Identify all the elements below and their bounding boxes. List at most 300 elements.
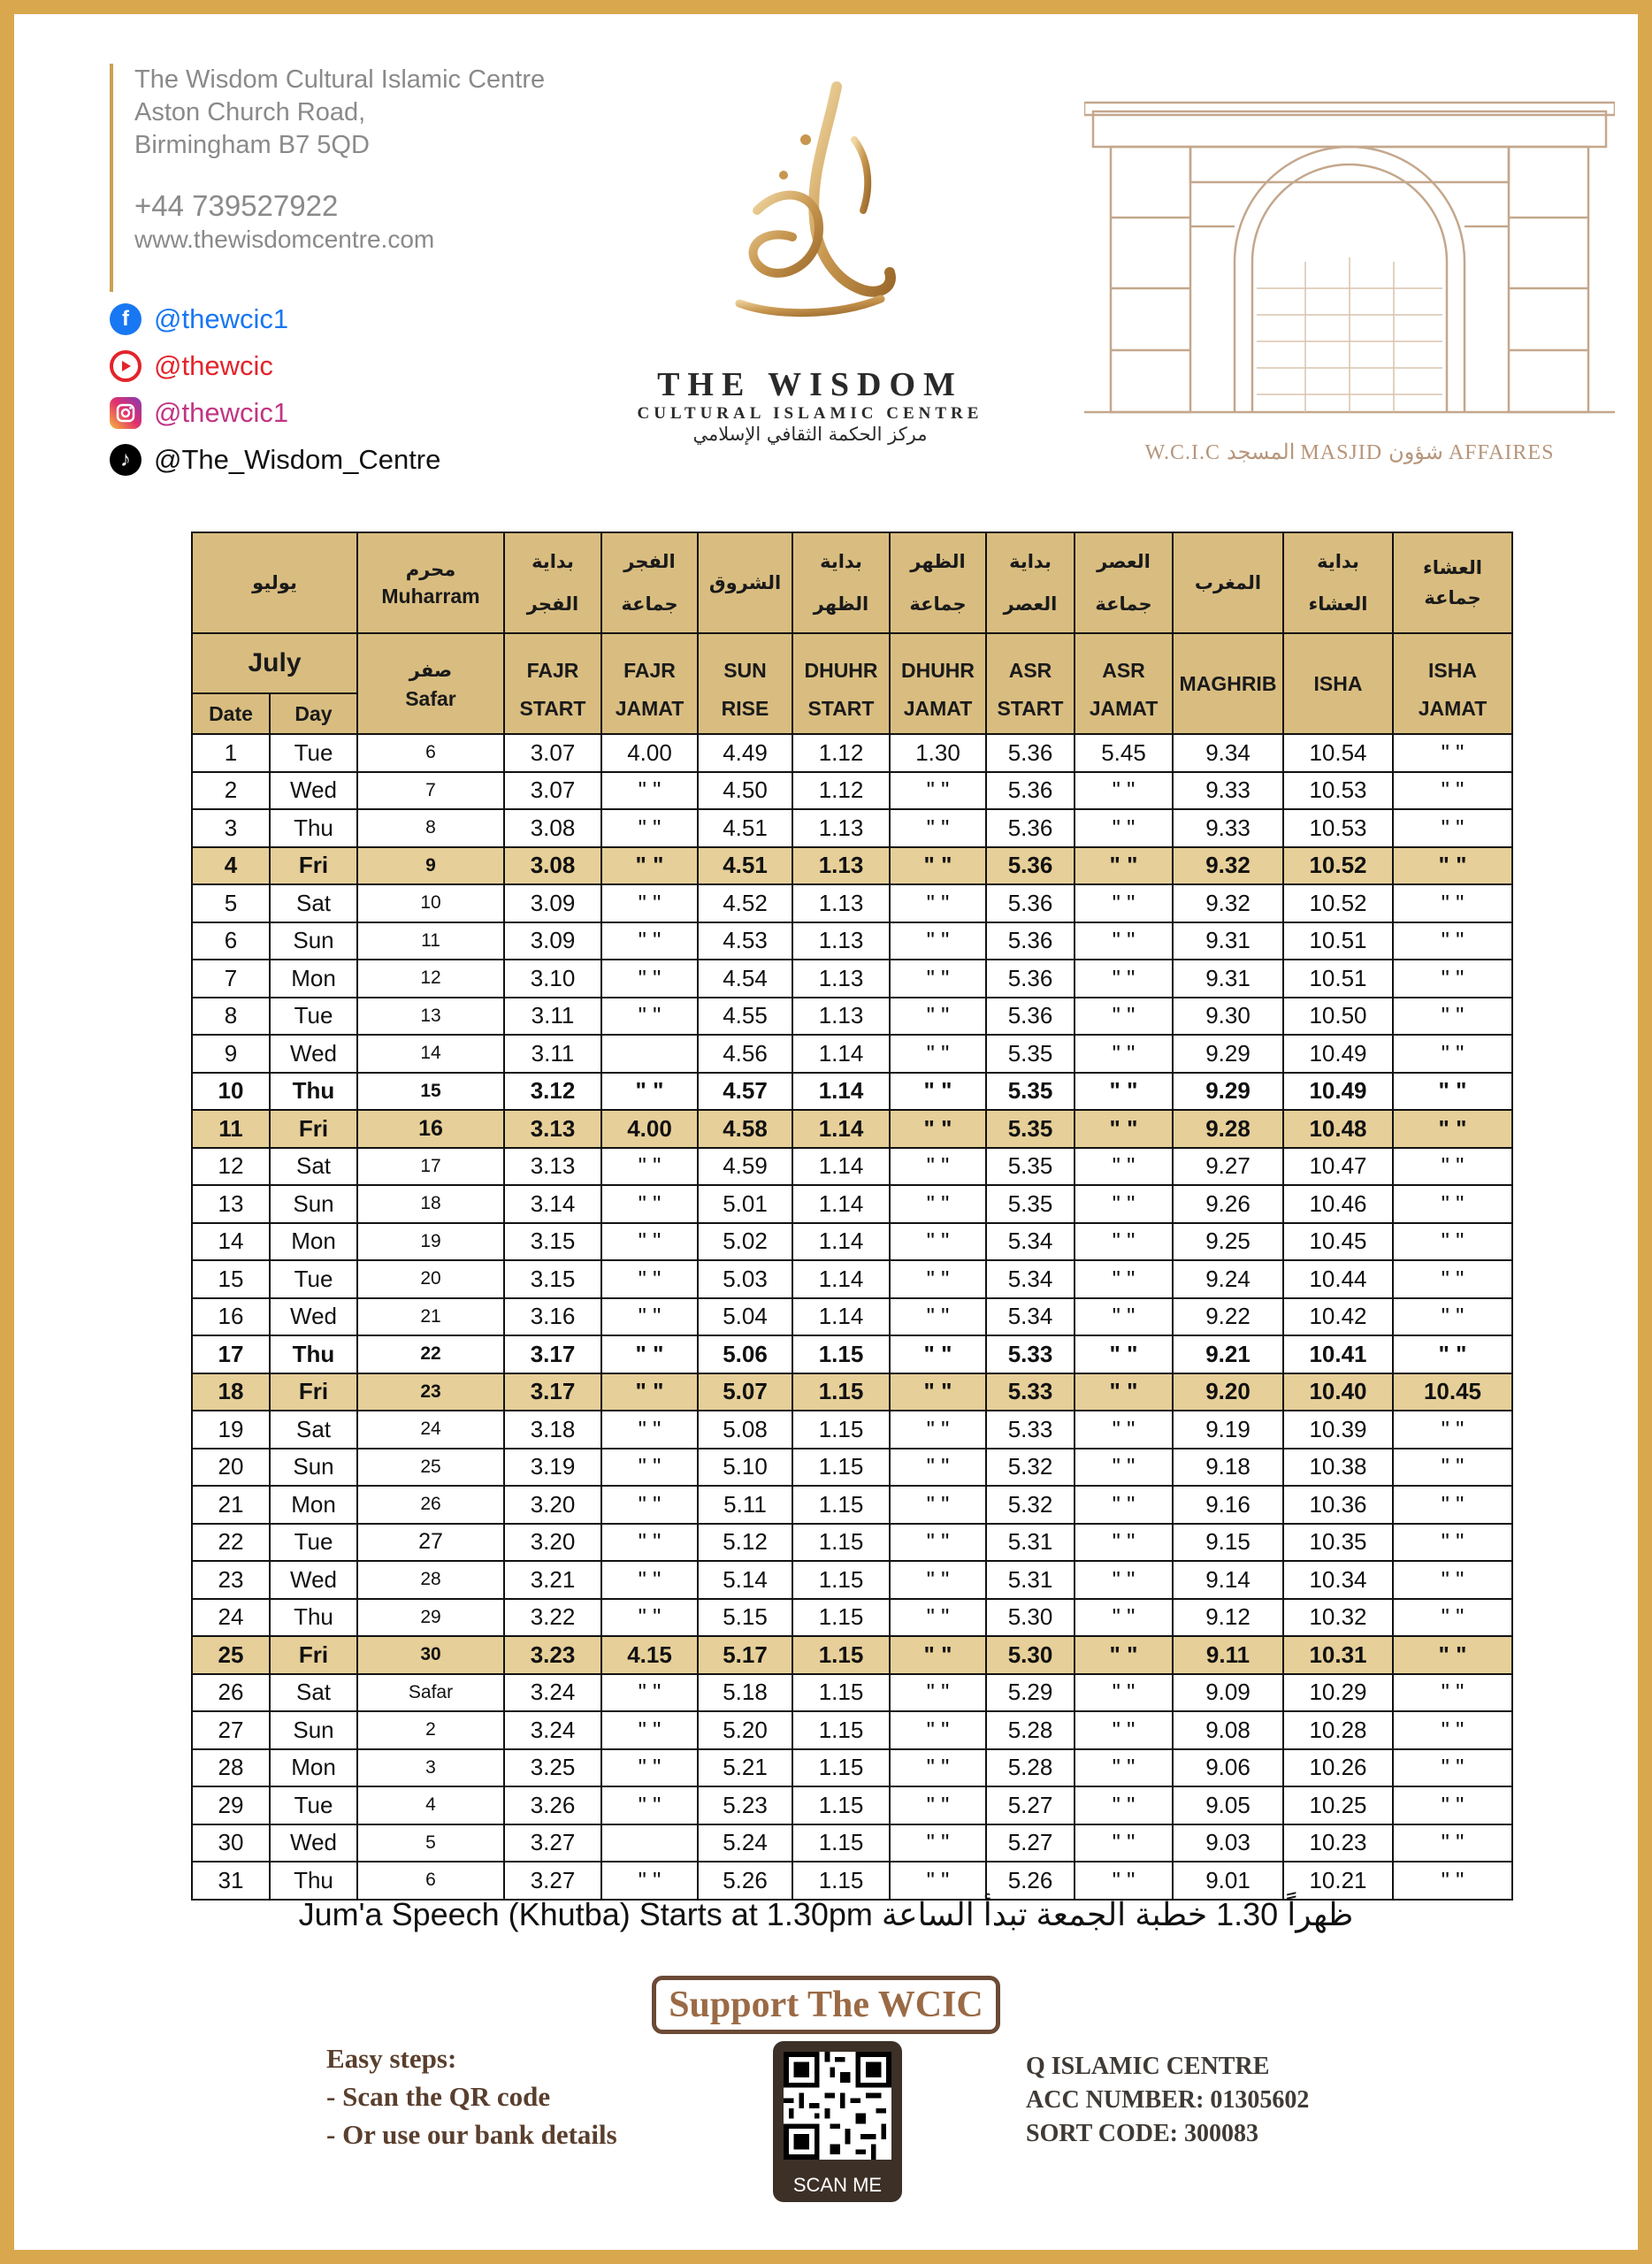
table-cell: " " xyxy=(1393,1335,1512,1373)
table-cell: Thu xyxy=(270,1073,357,1111)
table-cell: " " xyxy=(601,1298,698,1336)
col-fajr-jamat: FAJR JAMAT xyxy=(601,633,698,734)
table-cell: 1.15 xyxy=(792,1711,890,1749)
table-cell: 1.14 xyxy=(792,1298,890,1336)
table-cell: Thu xyxy=(270,1335,357,1373)
table-cell: 5.34 xyxy=(986,1223,1075,1261)
table-cell: " " xyxy=(601,1373,698,1411)
table-row xyxy=(192,734,1512,772)
table-cell: " " xyxy=(890,1486,986,1524)
table-cell: 1.15 xyxy=(792,1524,890,1562)
table-cell: 9.24 xyxy=(1173,1260,1283,1298)
table-cell: 5.03 xyxy=(698,1260,792,1298)
table-cell: 4.51 xyxy=(698,809,792,847)
table-cell: 9.12 xyxy=(1173,1599,1283,1637)
table-cell: " " xyxy=(601,1674,698,1712)
table-cell: " " xyxy=(890,1749,986,1787)
table-cell: " " xyxy=(1075,1862,1173,1900)
table-cell: 1.15 xyxy=(792,1449,890,1487)
col-fajr-start: FAJR START xyxy=(504,633,601,734)
bank-details xyxy=(1026,2050,1309,2151)
table-cell: " " xyxy=(1393,734,1512,772)
table-cell: 3.22 xyxy=(504,1599,601,1637)
table-cell: Fri xyxy=(270,1110,357,1148)
table-cell: 5.35 xyxy=(986,1148,1075,1186)
table-cell: Tue xyxy=(270,1786,357,1824)
table-cell: 10.53 xyxy=(1283,809,1393,847)
table-cell: " " xyxy=(890,1561,986,1599)
table-cell: " " xyxy=(601,1524,698,1562)
table-cell: " " xyxy=(890,960,986,998)
table-cell: 1.14 xyxy=(792,1148,890,1186)
address-city: Birmingham B7 5QD xyxy=(134,131,370,159)
table-cell: 10.49 xyxy=(1283,1035,1393,1073)
account-number: ACC NUMBER: 01305602 xyxy=(1026,2086,1310,2114)
table-cell: 9.25 xyxy=(1173,1223,1283,1261)
col-ar-maghrib: المغرب xyxy=(1173,532,1283,633)
table-cell: 3.07 xyxy=(504,734,601,772)
table-cell: " " xyxy=(1075,1599,1173,1637)
table-cell: " " xyxy=(601,1223,698,1261)
table-cell: 5.31 xyxy=(986,1561,1075,1599)
table-cell: 26 xyxy=(357,1486,504,1524)
table-cell: " " xyxy=(1393,1486,1512,1524)
col-isha-jamat: ISHA JAMAT xyxy=(1393,633,1512,734)
table-cell: Sun xyxy=(270,922,357,960)
table-cell: 9.33 xyxy=(1173,809,1283,847)
instagram-handle: @thewcic1 xyxy=(154,396,289,428)
address-line: Aston Church Road, xyxy=(134,98,366,126)
table-cell: " " xyxy=(1393,1223,1512,1261)
table-cell: 5.35 xyxy=(986,1185,1075,1223)
table-cell: 1.14 xyxy=(792,1035,890,1073)
table-cell: 1.14 xyxy=(792,1073,890,1111)
org-name: The Wisdom Cultural Islamic Centre xyxy=(134,65,546,94)
table-cell: 15 xyxy=(357,1073,504,1111)
table-cell: 9.28 xyxy=(1173,1110,1283,1148)
table-cell: 8 xyxy=(192,998,270,1036)
table-cell: 10.26 xyxy=(1283,1749,1393,1787)
table-row xyxy=(192,1411,1512,1449)
table-cell: " " xyxy=(601,1749,698,1787)
table-cell: 5.33 xyxy=(986,1411,1075,1449)
table-cell: 3.08 xyxy=(504,809,601,847)
table-cell: " " xyxy=(1393,809,1512,847)
social-facebook[interactable] xyxy=(110,295,440,342)
table-cell: " " xyxy=(890,1599,986,1637)
table-cell: " " xyxy=(601,960,698,998)
table-cell: 5.11 xyxy=(698,1486,792,1524)
table-cell: " " xyxy=(1075,1411,1173,1449)
table-cell: 1.15 xyxy=(792,1373,890,1411)
table-cell: 10.34 xyxy=(1283,1561,1393,1599)
table-cell: Fri xyxy=(270,1373,357,1411)
table-cell: " " xyxy=(1393,1110,1512,1148)
table-row xyxy=(192,1824,1512,1862)
table-cell: 9.21 xyxy=(1173,1335,1283,1373)
table-cell: 1.12 xyxy=(792,772,890,810)
table-cell: 9.32 xyxy=(1173,884,1283,922)
table-cell: 5.01 xyxy=(698,1185,792,1223)
table-cell: Sun xyxy=(270,1185,357,1223)
table-cell: " " xyxy=(601,1411,698,1449)
table-row xyxy=(192,1486,1512,1524)
table-cell: 10.21 xyxy=(1283,1862,1393,1900)
table-cell: Tue xyxy=(270,998,357,1036)
table-cell: 1.13 xyxy=(792,847,890,885)
table-cell: " " xyxy=(601,998,698,1036)
table-cell: 3.09 xyxy=(504,922,601,960)
table-cell: 2 xyxy=(357,1711,504,1749)
table-cell: 5.08 xyxy=(698,1411,792,1449)
table-cell: 5.35 xyxy=(986,1035,1075,1073)
table-cell: Wed xyxy=(270,1824,357,1862)
table-cell: " " xyxy=(1075,809,1173,847)
table-cell: 5.17 xyxy=(698,1636,792,1674)
table-cell: 9.11 xyxy=(1173,1636,1283,1674)
table-cell: " " xyxy=(890,1073,986,1111)
table-cell: " " xyxy=(1393,1711,1512,1749)
table-cell: 17 xyxy=(192,1335,270,1373)
social-tiktok[interactable] xyxy=(110,436,440,483)
table-cell: 5.36 xyxy=(986,960,1075,998)
table-cell: 5 xyxy=(192,884,270,922)
table-cell: 6 xyxy=(192,922,270,960)
table-row xyxy=(192,1110,1512,1148)
greg-month-ar: يوليو xyxy=(192,532,357,633)
table-cell: 10.28 xyxy=(1283,1711,1393,1749)
col-ar-asr-jamat: العصر جماعة xyxy=(1075,532,1173,633)
table-cell: 23 xyxy=(357,1373,504,1411)
table-cell: 10.51 xyxy=(1283,922,1393,960)
table-cell: 1.13 xyxy=(792,809,890,847)
table-cell: 10.48 xyxy=(1283,1110,1393,1148)
table-cell: " " xyxy=(1393,1524,1512,1562)
table-cell: Tue xyxy=(270,1260,357,1298)
table-cell: 5.30 xyxy=(986,1599,1075,1637)
table-cell: 1.14 xyxy=(792,1185,890,1223)
table-row xyxy=(192,1711,1512,1749)
table-cell: 14 xyxy=(357,1035,504,1073)
table-row xyxy=(192,922,1512,960)
table-cell: 15 xyxy=(192,1260,270,1298)
table-cell: 10.50 xyxy=(1283,998,1393,1036)
table-cell: 1.15 xyxy=(792,1636,890,1674)
table-cell: 10.47 xyxy=(1283,1148,1393,1186)
table-row xyxy=(192,809,1512,847)
qr-code[interactable] xyxy=(773,2041,902,2202)
table-cell: 5.27 xyxy=(986,1786,1075,1824)
table-cell: Mon xyxy=(270,1486,357,1524)
table-cell: Wed xyxy=(270,1035,357,1073)
bank-name: Q ISLAMIC CENTRE xyxy=(1026,2053,1270,2080)
table-cell: " " xyxy=(601,847,698,885)
table-cell: 1.15 xyxy=(792,1561,890,1599)
table-cell: 1.14 xyxy=(792,1223,890,1261)
table-cell: 31 xyxy=(192,1862,270,1900)
table-cell: 22 xyxy=(192,1524,270,1562)
masjid-illustration xyxy=(1084,94,1615,465)
table-row xyxy=(192,884,1512,922)
table-cell: 20 xyxy=(357,1260,504,1298)
logo-arabic: مركز الحكمة الثقافي الإسلامي xyxy=(692,424,928,445)
table-cell: 4.55 xyxy=(698,998,792,1036)
table-cell: 5.14 xyxy=(698,1561,792,1599)
table-cell: 3.17 xyxy=(504,1335,601,1373)
table-cell: " " xyxy=(1393,884,1512,922)
table-cell: 29 xyxy=(192,1786,270,1824)
table-cell: 5.32 xyxy=(986,1486,1075,1524)
table-cell: " " xyxy=(1075,847,1173,885)
table-row xyxy=(192,1035,1512,1073)
table-cell: 3.23 xyxy=(504,1636,601,1674)
hijri-month-header: محرم Muharram xyxy=(357,532,504,633)
table-row xyxy=(192,1148,1512,1186)
table-cell: " " xyxy=(1075,1035,1173,1073)
table-cell: 10.41 xyxy=(1283,1335,1393,1373)
table-cell: 1.30 xyxy=(890,734,986,772)
table-cell: " " xyxy=(601,1260,698,1298)
table-cell: " " xyxy=(1075,1824,1173,1862)
table-cell: 9.27 xyxy=(1173,1148,1283,1186)
table-cell: Sun xyxy=(270,1711,357,1749)
table-cell: " " xyxy=(601,772,698,810)
table-cell: 10.46 xyxy=(1283,1185,1393,1223)
table-cell: 4.00 xyxy=(601,1110,698,1148)
table-cell: " " xyxy=(601,1561,698,1599)
table-cell: Wed xyxy=(270,772,357,810)
table-cell: " " xyxy=(1393,1786,1512,1824)
col-sunrise: SUN RISE xyxy=(698,633,792,734)
table-cell: Tue xyxy=(270,1524,357,1562)
table-cell: 1.15 xyxy=(792,1786,890,1824)
table-cell: 1.15 xyxy=(792,1486,890,1524)
table-cell: 4.50 xyxy=(698,772,792,810)
table-cell: " " xyxy=(1075,1786,1173,1824)
table-cell: 4.15 xyxy=(601,1636,698,1674)
table-cell: " " xyxy=(1075,1373,1173,1411)
table-cell: 1.14 xyxy=(792,1260,890,1298)
table-cell: Mon xyxy=(270,1749,357,1787)
table-cell: " " xyxy=(890,1786,986,1824)
table-cell: 18 xyxy=(357,1185,504,1223)
table-cell: 5 xyxy=(357,1824,504,1862)
table-row xyxy=(192,1298,1512,1336)
table-cell: 9.03 xyxy=(1173,1824,1283,1862)
table-row xyxy=(192,1636,1512,1674)
table-cell: 1 xyxy=(192,734,270,772)
table-cell: " " xyxy=(601,922,698,960)
table-cell xyxy=(601,1035,698,1073)
table-cell: 16 xyxy=(192,1298,270,1336)
table-cell: 19 xyxy=(192,1411,270,1449)
table-row xyxy=(192,1674,1512,1712)
table-cell: 3.25 xyxy=(504,1749,601,1787)
table-cell: 10.38 xyxy=(1283,1449,1393,1487)
table-cell: " " xyxy=(890,1260,986,1298)
table-cell: 10.53 xyxy=(1283,772,1393,810)
instagram-icon xyxy=(110,397,141,429)
table-cell: 10.45 xyxy=(1393,1373,1512,1411)
table-cell: 1.15 xyxy=(792,1411,890,1449)
table-cell: " " xyxy=(1075,1524,1173,1562)
table-cell: 21 xyxy=(192,1486,270,1524)
table-cell: " " xyxy=(1393,1148,1512,1186)
table-cell: 12 xyxy=(192,1148,270,1186)
table-cell: " " xyxy=(1393,1411,1512,1449)
table-cell: 3.07 xyxy=(504,772,601,810)
col-date: Date xyxy=(192,693,270,734)
table-cell: 1.15 xyxy=(792,1749,890,1787)
table-cell: 10.25 xyxy=(1283,1786,1393,1824)
table-cell: Fri xyxy=(270,1636,357,1674)
table-cell: 3.12 xyxy=(504,1073,601,1111)
table-cell: 6 xyxy=(357,734,504,772)
table-cell: " " xyxy=(1075,1185,1173,1223)
table-cell: 11 xyxy=(192,1110,270,1148)
table-cell: 3.08 xyxy=(504,847,601,885)
table-cell: 10.31 xyxy=(1283,1636,1393,1674)
table-cell: 9.05 xyxy=(1173,1786,1283,1824)
table-cell: 10.44 xyxy=(1283,1260,1393,1298)
table-cell: " " xyxy=(1393,1298,1512,1336)
youtube-handle: @thewcic xyxy=(154,349,273,381)
table-cell: 10.32 xyxy=(1283,1599,1393,1637)
table-cell: 1.14 xyxy=(792,1110,890,1148)
table-cell: 10.54 xyxy=(1283,734,1393,772)
table-cell: 5.36 xyxy=(986,809,1075,847)
table-cell: 2 xyxy=(192,772,270,810)
table-cell: " " xyxy=(1393,1749,1512,1787)
table-cell: 25 xyxy=(357,1449,504,1487)
table-cell: 3.11 xyxy=(504,1035,601,1073)
social-instagram[interactable] xyxy=(110,389,440,436)
table-cell: 1.13 xyxy=(792,960,890,998)
social-links xyxy=(110,295,440,483)
table-cell: " " xyxy=(890,1223,986,1261)
table-cell: Mon xyxy=(270,1223,357,1261)
table-row xyxy=(192,1749,1512,1787)
table-cell: 5.21 xyxy=(698,1749,792,1787)
table-cell: " " xyxy=(1075,922,1173,960)
table-cell: " " xyxy=(1393,1862,1512,1900)
steps-title: Easy steps: xyxy=(326,2043,457,2074)
col-ar-asr-start: بداية العصر xyxy=(986,532,1075,633)
table-cell: " " xyxy=(1075,1711,1173,1749)
table-cell: Thu xyxy=(270,809,357,847)
table-cell: 9.26 xyxy=(1173,1185,1283,1223)
table-cell: 27 xyxy=(357,1524,504,1562)
tiktok-icon: ♪ xyxy=(110,444,141,476)
table-row xyxy=(192,1185,1512,1223)
masjid-arch-drawing xyxy=(1084,94,1615,430)
table-cell: 5.33 xyxy=(986,1335,1075,1373)
table-cell: " " xyxy=(601,1711,698,1749)
table-cell: " " xyxy=(1075,1110,1173,1148)
table-cell: 9.16 xyxy=(1173,1486,1283,1524)
table-cell: " " xyxy=(1393,922,1512,960)
table-cell: 5.20 xyxy=(698,1711,792,1749)
table-cell: 1.13 xyxy=(792,998,890,1036)
table-cell: 10.52 xyxy=(1283,847,1393,885)
support-steps xyxy=(326,2039,617,2153)
table-row xyxy=(192,1373,1512,1411)
table-cell: " " xyxy=(1393,847,1512,885)
website-link[interactable]: www.thewisdomcentre.com xyxy=(134,226,435,253)
table-cell: " " xyxy=(1393,1674,1512,1712)
table-cell: 9.22 xyxy=(1173,1298,1283,1336)
table-cell: 9.01 xyxy=(1173,1862,1283,1900)
table-cell: 3.19 xyxy=(504,1449,601,1487)
table-cell: 24 xyxy=(357,1411,504,1449)
table-cell: 3.24 xyxy=(504,1711,601,1749)
table-cell: 5.07 xyxy=(698,1373,792,1411)
table-cell: 22 xyxy=(357,1335,504,1373)
table-cell: 12 xyxy=(357,960,504,998)
table-cell: 17 xyxy=(357,1148,504,1186)
table-cell: 20 xyxy=(192,1449,270,1487)
table-cell: 10.23 xyxy=(1283,1824,1393,1862)
table-cell: 7 xyxy=(357,772,504,810)
contact-block xyxy=(110,64,630,292)
col-day: Day xyxy=(270,693,357,734)
table-row xyxy=(192,1524,1512,1562)
table-cell: " " xyxy=(1393,1599,1512,1637)
table-cell: 3.21 xyxy=(504,1561,601,1599)
table-cell: 5.10 xyxy=(698,1449,792,1487)
table-cell: 29 xyxy=(357,1599,504,1637)
table-row xyxy=(192,1786,1512,1824)
table-cell: 21 xyxy=(357,1298,504,1336)
table-cell: " " xyxy=(890,1335,986,1373)
table-cell: " " xyxy=(1393,998,1512,1036)
table-cell: " " xyxy=(1393,1260,1512,1298)
col-ar-fajr-start: بداية الفجر xyxy=(504,532,601,633)
table-cell: 3.13 xyxy=(504,1110,601,1148)
tiktok-handle: @The_Wisdom_Centre xyxy=(154,443,441,475)
table-cell: Sat xyxy=(270,1411,357,1449)
table-cell: Tue xyxy=(270,734,357,772)
table-cell: 10.40 xyxy=(1283,1373,1393,1411)
table-cell: 9.30 xyxy=(1173,998,1283,1036)
sort-code: SORT CODE: 300083 xyxy=(1026,2120,1258,2147)
table-cell: 9.32 xyxy=(1173,847,1283,885)
table-cell: " " xyxy=(601,1486,698,1524)
table-cell: " " xyxy=(601,1449,698,1487)
table-cell: 1.12 xyxy=(792,734,890,772)
table-cell: 13 xyxy=(192,1185,270,1223)
table-cell: 9.15 xyxy=(1173,1524,1283,1562)
table-cell: 3.13 xyxy=(504,1148,601,1186)
table-cell: 3.09 xyxy=(504,884,601,922)
table-cell: " " xyxy=(890,847,986,885)
table-cell: 5.31 xyxy=(986,1524,1075,1562)
timetable-page xyxy=(14,14,1638,2250)
table-row xyxy=(192,1223,1512,1261)
centre-logo xyxy=(633,78,987,458)
timetable-body xyxy=(192,734,1512,1900)
phone-number: +44 739527922 xyxy=(134,189,339,222)
col-ar-isha-jamat: العشاء جماعة xyxy=(1393,532,1512,633)
table-cell: " " xyxy=(1075,1636,1173,1674)
table-cell: " " xyxy=(890,1185,986,1223)
table-cell: 4.49 xyxy=(698,734,792,772)
social-youtube[interactable] xyxy=(110,342,440,389)
table-cell: 4.52 xyxy=(698,884,792,922)
table-cell: 4.51 xyxy=(698,847,792,885)
qr-code-image xyxy=(784,2052,891,2160)
table-cell: 28 xyxy=(357,1561,504,1599)
